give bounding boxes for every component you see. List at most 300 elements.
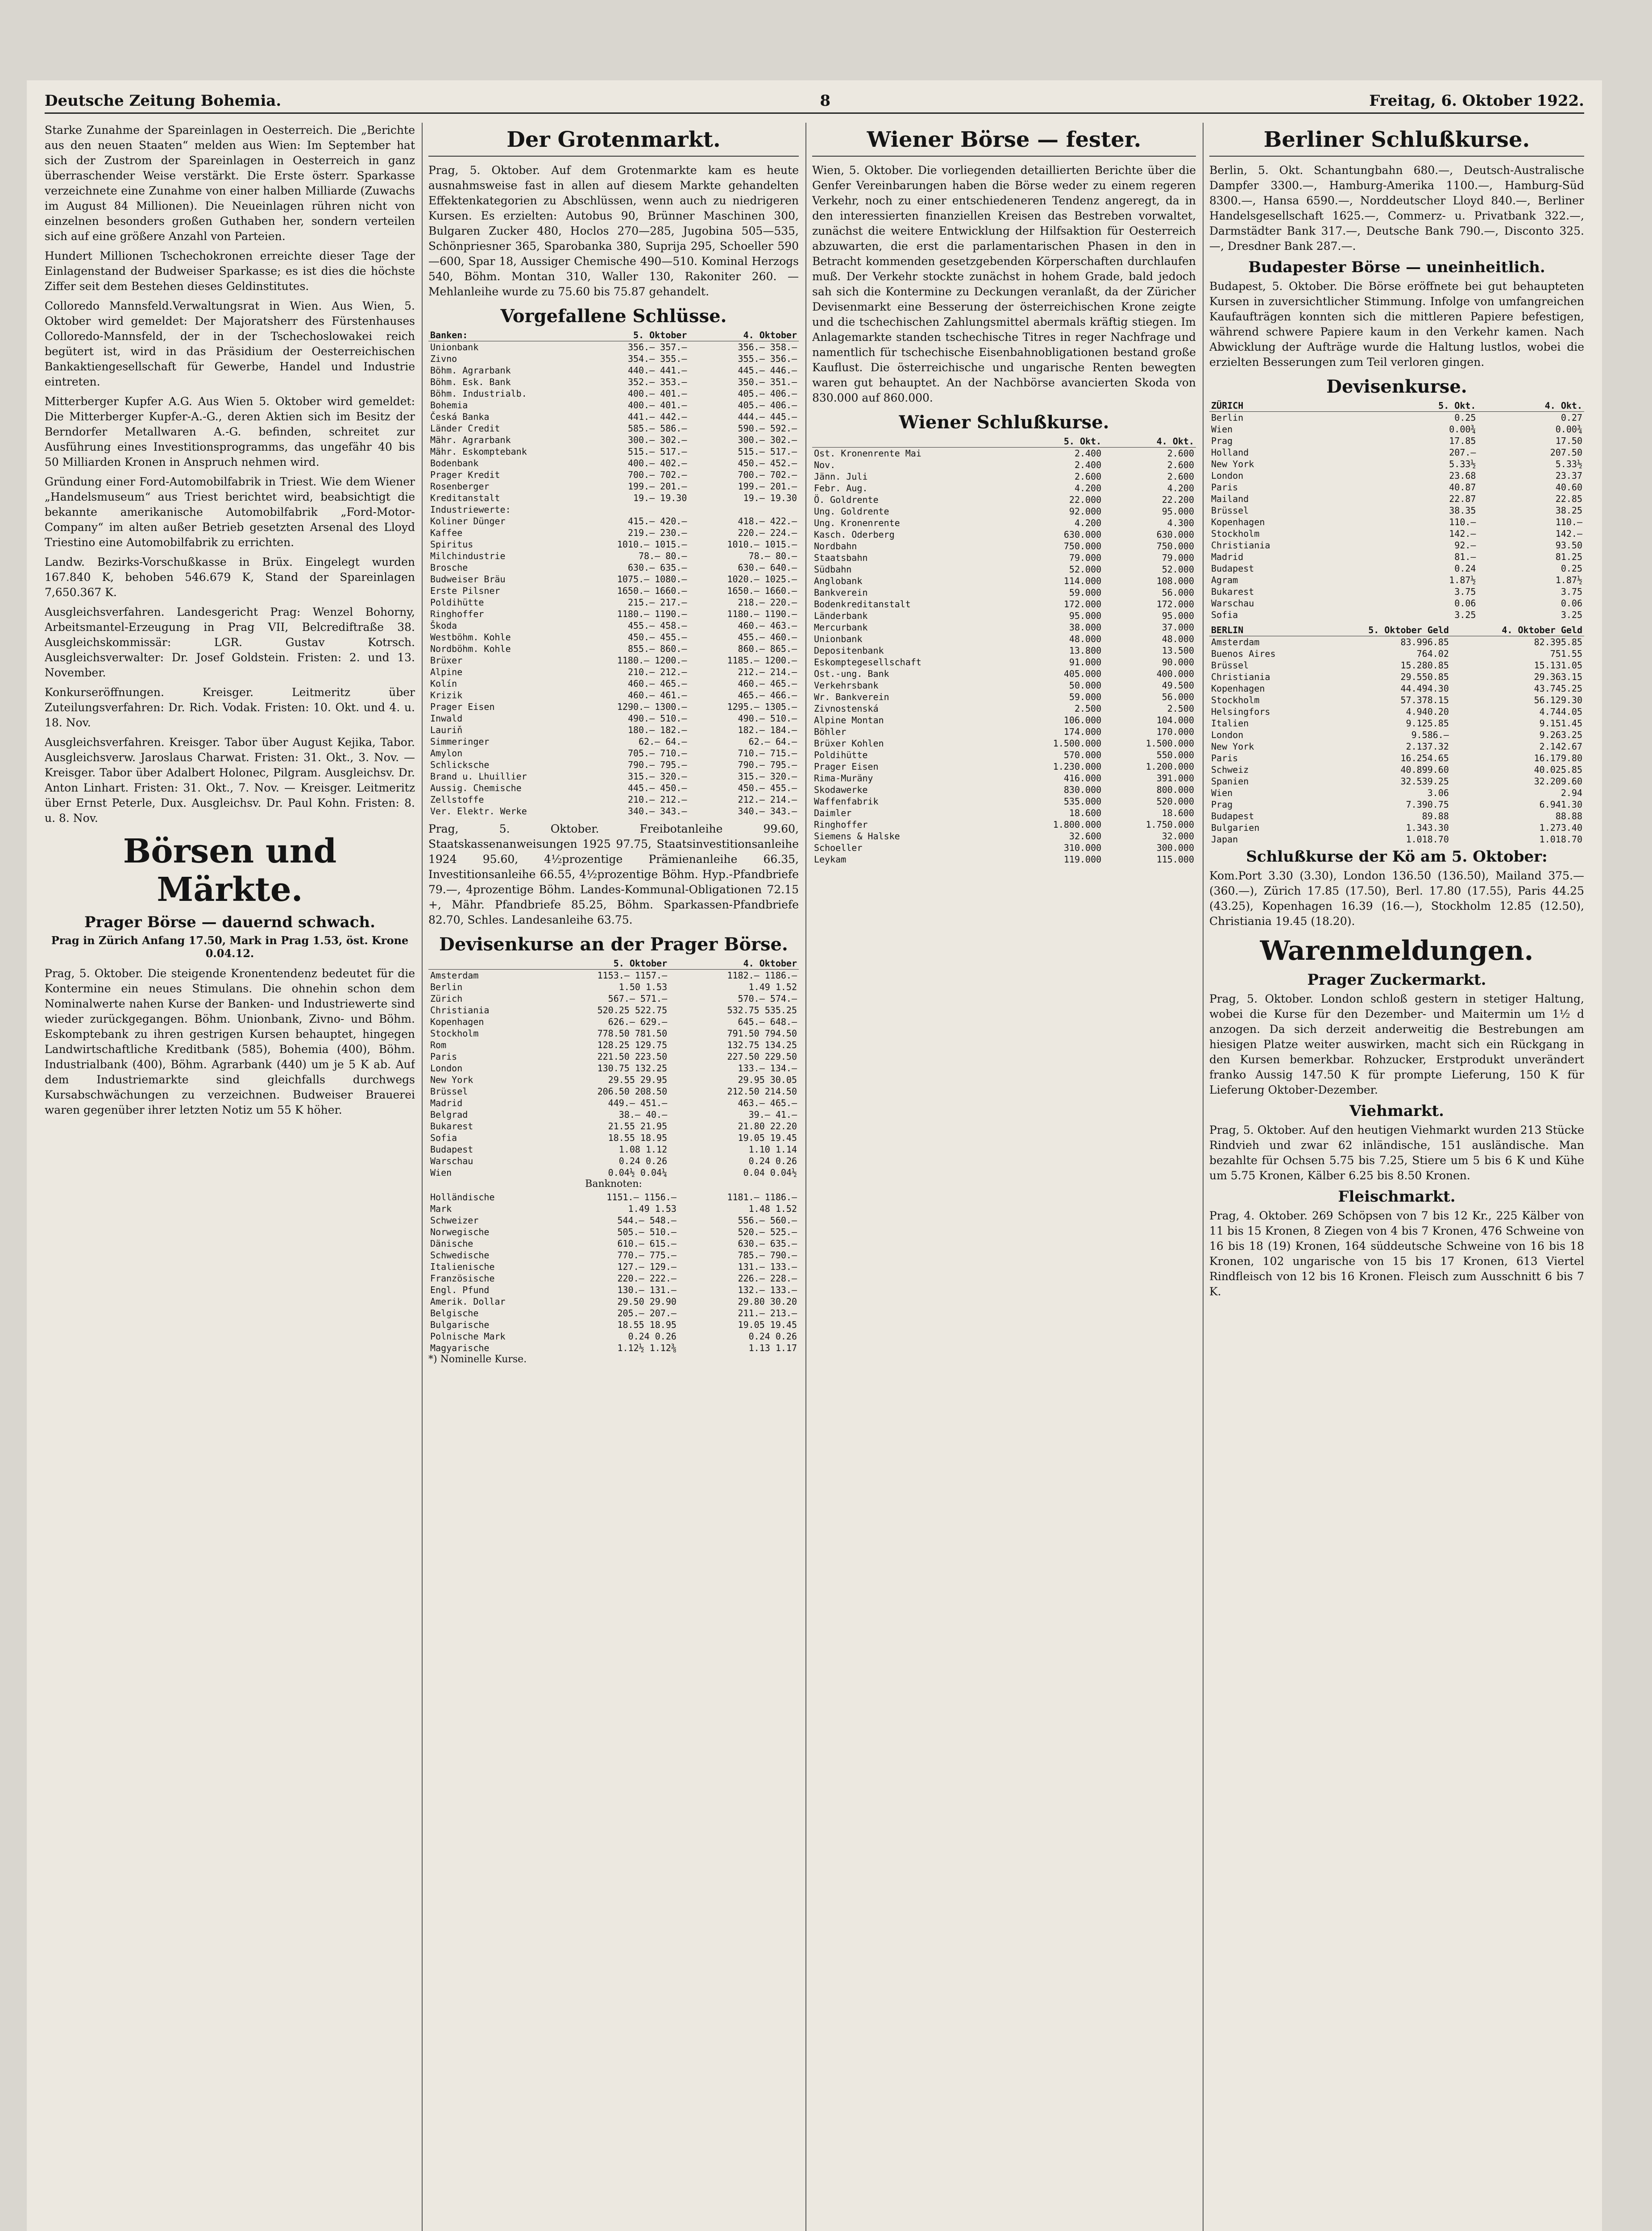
berlin-table bbox=[1209, 624, 1584, 845]
table-cell: 567.— 571.— bbox=[608, 993, 668, 1004]
table-cell: 0.00¾ bbox=[1449, 424, 1476, 435]
row-label: Belgrad bbox=[430, 1109, 468, 1120]
table-row bbox=[1209, 481, 1584, 493]
row-label: Länder Credit bbox=[430, 423, 500, 434]
table-row bbox=[1209, 671, 1584, 683]
table-cell: 416.000 bbox=[1063, 773, 1102, 784]
table-row bbox=[812, 471, 1196, 482]
row-label: Kaffee bbox=[430, 527, 463, 538]
table-cell: 2.500 bbox=[1167, 703, 1194, 714]
table-cell: 2.600 bbox=[1167, 471, 1194, 482]
row-label: Italien bbox=[1211, 718, 1249, 729]
column-rule bbox=[422, 123, 423, 2231]
table-cell: 515.— 517.— bbox=[738, 446, 797, 457]
table-row bbox=[1209, 683, 1584, 694]
table-row bbox=[428, 771, 799, 782]
table-row bbox=[428, 585, 799, 597]
table-cell: 205.— 207.— bbox=[617, 1308, 677, 1319]
table-row bbox=[428, 1167, 799, 1178]
table-row bbox=[428, 341, 799, 353]
table-cell: 219.— 230.— bbox=[627, 527, 687, 538]
table-row bbox=[812, 680, 1196, 691]
table-cell: 0.24 0.26 bbox=[748, 1156, 797, 1166]
table-cell: 1.50 1.53 bbox=[618, 982, 668, 992]
masthead-title: Deutsche Zeitung Bohemia. bbox=[45, 92, 282, 110]
table-row bbox=[428, 1097, 799, 1109]
table-cell: 1.49 1.53 bbox=[628, 1203, 677, 1214]
row-label: London bbox=[1211, 470, 1244, 481]
table-row bbox=[428, 365, 799, 376]
news-brief: Landw. Bezirks-Vorschußkasse in Brüx. Eingelegt wurden 167.840 K, behoben 546.679 K, Stand der Spareinlagen 7,650.367 K. bbox=[45, 556, 415, 599]
table-cell: 1180.— 1200.— bbox=[617, 655, 687, 666]
row-label: Paris bbox=[1211, 753, 1238, 763]
table-title: Devisenkurse an der Prager Börse. bbox=[439, 934, 788, 955]
table-cell: 630.000 bbox=[1063, 529, 1102, 540]
row-label: Ringhoffer bbox=[814, 819, 868, 830]
table-cell: 2.600 bbox=[1167, 448, 1194, 459]
column-header: 5. Oktober bbox=[539, 958, 669, 970]
row-label: Engl. Pfund bbox=[430, 1285, 490, 1295]
table-row bbox=[428, 1203, 799, 1215]
row-label: Südbahn bbox=[814, 564, 852, 575]
row-label: Amerik. Dollar bbox=[430, 1296, 506, 1307]
table-row bbox=[428, 1273, 799, 1284]
table-header-row bbox=[1209, 624, 1584, 636]
table-row bbox=[428, 527, 799, 539]
row-label: Holland bbox=[1211, 447, 1249, 458]
table-cell: 4.940.20 bbox=[1406, 706, 1449, 717]
table-row bbox=[428, 970, 799, 982]
table-cell: 199.— 201.— bbox=[627, 481, 687, 492]
table-subtitle: Banknoten: bbox=[585, 1178, 642, 1190]
table-row bbox=[428, 1086, 799, 1097]
table-row bbox=[428, 481, 799, 492]
row-label: Buenos Aires bbox=[1211, 648, 1276, 659]
row-label: Ost. Kronenrente Mai bbox=[814, 448, 921, 459]
news-brief: Konkurseröffnungen. Kreisger. Leitmeritz über Zuteilungsverfahren: Dr. Rich. Vodak. Fristen: 10. Okt. und 4. u. 18. Nov. bbox=[45, 686, 415, 729]
row-label: Christiania bbox=[1211, 540, 1270, 551]
table-cell: 19.— 19.30 bbox=[633, 493, 687, 503]
table-cell: 700.— 702.— bbox=[738, 469, 797, 480]
table-cell: 0.25 bbox=[1454, 412, 1476, 423]
table-row bbox=[812, 564, 1196, 575]
table-cell: 630.— 635.— bbox=[738, 1238, 797, 1249]
table-cell: 6.941.30 bbox=[1539, 799, 1582, 810]
row-label: Industriewerte: bbox=[430, 504, 511, 515]
row-label: New York bbox=[1211, 459, 1254, 469]
table-footnote: *) Nominelle Kurse. bbox=[428, 1354, 527, 1365]
table-cell: 52.000 bbox=[1162, 564, 1194, 575]
table-cell: 32.209.60 bbox=[1534, 776, 1582, 787]
row-label: Brüssel bbox=[1211, 660, 1249, 671]
table-cell: 550.000 bbox=[1156, 750, 1194, 760]
table-cell: 56.000 bbox=[1162, 692, 1194, 702]
row-label: Skodawerke bbox=[814, 784, 868, 795]
table-row bbox=[812, 517, 1196, 529]
table-cell: 0.00¾ bbox=[1555, 424, 1582, 435]
row-label: Prager Eisen bbox=[814, 761, 879, 772]
article-headline: Fleischmarkt. bbox=[1338, 1188, 1456, 1206]
table-cell: 40.87 bbox=[1449, 482, 1476, 493]
table-row bbox=[428, 724, 799, 736]
table-cell: 29.80 30.20 bbox=[738, 1296, 797, 1307]
table-cell: 0.24 0.26 bbox=[618, 1156, 668, 1166]
table-cell: 95.000 bbox=[1162, 610, 1194, 621]
row-label: Stockholm bbox=[430, 1028, 479, 1039]
table-cell: 90.000 bbox=[1162, 657, 1194, 668]
table-row bbox=[428, 1215, 799, 1226]
table-cell: 3.75 bbox=[1454, 586, 1476, 597]
table-cell: 174.000 bbox=[1063, 726, 1102, 737]
row-label: Madrid bbox=[430, 1098, 463, 1108]
table-row bbox=[1209, 799, 1584, 810]
row-label: Amylon bbox=[430, 748, 463, 759]
article-body: Prag, 5. Oktober. London schloß gestern in stetiger Haltung, wobei die Kurse für den Dezember- und Maitermin um 1½ d anzogen. Da sich derzeit anderweitig die Bestrebungen am hiesigen Platze weiter auswirken, macht sich ein Rückgang in den Kursen bemerkbar. Rohzucker, Erstprodukt unverändert franko Aussig 147.50 K für prompte Lieferung, 150 K für Lieferung Oktober-Dezember. bbox=[1209, 992, 1584, 1096]
table-cell: 21.55 21.95 bbox=[608, 1121, 668, 1132]
table-cell: 82.395.85 bbox=[1534, 637, 1582, 647]
table-cell: 19.05 19.45 bbox=[738, 1132, 797, 1143]
article-body: Prag, 5. Oktober. Auf dem Grotenmarkte kam es heute ausnahmsweise fast in allen auf diesem Markte gehandelten Effektenkategorien zu Abschlüssen, wenn auch zu niedrigeren Kursen. Es erzielten: Autobus 90, Brünner Maschinen 300, Bulgaren Zucker 480, Hoclos 270—285, Jugobina 505—535, Schönpriesner 365, Sparobanka 380, Suprija 295, Schoeller 590—600, Spar 18, Aussiger Chemische 490—510. Kominal Herzogs 540, Böhm. Montan 310, Waller 130, Rakoniter 260. — Mehlanleihe wurde zu 75.60 bis 75.87 gehandelt. bbox=[428, 164, 799, 298]
article-body: Prag, 5. Oktober. Auf den heutigen Viehmarkt wurden 213 Stücke Rindvieh und zwar 62 inländische, 151 ausländische. Man bezahlte für Ochsen 5.75 bis 7.25, Stiere um 5 bis 6 K und Kühe um 5.75 Kronen, Kälber 6.25 bis 8.50 Kronen. bbox=[1209, 1124, 1584, 1182]
column-3 bbox=[812, 123, 1196, 2231]
column-header: 5. Okt. bbox=[1010, 435, 1103, 448]
table-row bbox=[428, 1039, 799, 1051]
table-title: Wiener Schlußkurse. bbox=[899, 412, 1109, 433]
table-row bbox=[428, 782, 799, 794]
row-label: Dänische bbox=[430, 1238, 473, 1249]
table-cell: 770.— 775.— bbox=[617, 1250, 677, 1261]
row-label: Staatsbahn bbox=[814, 552, 868, 563]
table-cell: 465.— 466.— bbox=[738, 690, 797, 701]
column-header: 4. Oktober Geld bbox=[1451, 624, 1584, 636]
article-body: Budapest, 5. Oktober. Die Börse eröffnete bei gut behaupteten Kursen in zuversichtlicher Stimmung. Infolge von umfangreichen Kaufaufträgen konnten sich die mittleren Papiere befestigen, während schwere Papiere kaum in den Verkehr kamen. Nach Abwicklung der Aufträge wurde die Haltung lustlos, wobei die erzielten Besserungen zum Teil verloren gingen. bbox=[1209, 280, 1584, 369]
row-label: Nordböhm. Kohle bbox=[430, 643, 511, 654]
table-cell: 19.— 19.30 bbox=[743, 493, 797, 503]
table-cell: 38.— 40.— bbox=[618, 1109, 668, 1120]
table-cell: 130.75 132.25 bbox=[597, 1063, 668, 1074]
table-row bbox=[812, 633, 1196, 645]
table-cell: 78.— 80.— bbox=[639, 551, 687, 561]
row-label: Mailand bbox=[1211, 493, 1249, 504]
row-label: Milchindustrie bbox=[430, 551, 506, 561]
column-header: 4. Oktober bbox=[669, 958, 799, 970]
article-headline: Wiener Börse — fester. bbox=[812, 127, 1196, 157]
row-label: Bodenbank bbox=[430, 458, 479, 469]
banknotes-table bbox=[428, 1191, 799, 1354]
table-cell: 315.— 320.— bbox=[738, 771, 797, 782]
table-row bbox=[428, 1016, 799, 1028]
news-brief: Starke Zunahme der Spareinlagen in Oesterreich. Die „Berichte aus den neuen Staaten“ melden aus Wien: Im September hat sich der Zustrom der Spareinlagen in Oesterreich in ganz überraschender Weise verstärkt. Die Erste österr. Sparkasse verzeichnete eine Zunahme von einer halben Milliarde (Zuwachs im August 84 Millionen). Die Neueinlagen rühren nicht von einzelnen besonders großen Guthaben her, sondern verteilen sich auf eine größere Anzahl von Parteien. bbox=[45, 124, 415, 243]
table-cell: 860.— 865.— bbox=[738, 643, 797, 654]
table-cell: 340.— 343.— bbox=[627, 806, 687, 817]
table-row bbox=[428, 539, 799, 550]
table-cell: 315.— 320.— bbox=[627, 771, 687, 782]
table-cell: 1185.— 1200.— bbox=[727, 655, 797, 666]
row-label: Krizik bbox=[430, 690, 463, 701]
table-header-row bbox=[428, 329, 799, 341]
table-cell: 460.— 465.— bbox=[627, 678, 687, 689]
table-row bbox=[1209, 694, 1584, 706]
table-cell: 0.06 bbox=[1454, 598, 1476, 609]
table-cell: 104.000 bbox=[1156, 715, 1194, 726]
table-cell: 44.494.30 bbox=[1400, 683, 1449, 694]
row-label: Febr. Aug. bbox=[814, 483, 868, 493]
row-label: Kopenhagen bbox=[1211, 517, 1265, 527]
table-row bbox=[1209, 563, 1584, 574]
table-cell: 39.— 41.— bbox=[748, 1109, 797, 1120]
table-row bbox=[428, 608, 799, 620]
row-label: Kreditanstalt bbox=[430, 493, 500, 503]
table-row bbox=[428, 376, 799, 388]
table-cell: 400.— 401.— bbox=[627, 388, 687, 399]
table-cell: 16.254.65 bbox=[1400, 753, 1449, 763]
row-label: Bulgarien bbox=[1211, 822, 1260, 833]
table-row bbox=[428, 620, 799, 631]
table-row bbox=[812, 587, 1196, 598]
zurich-table bbox=[1209, 400, 1584, 621]
table-cell: 40.025.85 bbox=[1534, 764, 1582, 775]
table-row bbox=[1209, 648, 1584, 659]
row-label: Französische bbox=[430, 1273, 495, 1284]
table-row bbox=[1209, 787, 1584, 799]
row-label: Bulgarische bbox=[430, 1319, 490, 1330]
row-label: Budapest bbox=[1211, 811, 1254, 821]
table-row bbox=[428, 1249, 799, 1261]
table-row bbox=[1209, 834, 1584, 845]
table-cell: 212.— 214.— bbox=[738, 667, 797, 677]
table-cell: 460.— 463.— bbox=[738, 620, 797, 631]
table-row bbox=[428, 423, 799, 434]
row-label: New York bbox=[1211, 741, 1254, 752]
table-cell: 1.200.000 bbox=[1146, 761, 1194, 772]
row-label: Prager Kredit bbox=[430, 469, 500, 480]
table-cell: 38.25 bbox=[1555, 505, 1582, 516]
table-cell: 9.586.— bbox=[1411, 730, 1449, 740]
table-cell: 119.000 bbox=[1063, 854, 1102, 865]
table-cell: 2.137.32 bbox=[1406, 741, 1449, 752]
table-cell: 355.— 356.— bbox=[738, 353, 797, 364]
table-row bbox=[812, 540, 1196, 552]
table-cell: 22.200 bbox=[1162, 494, 1194, 505]
table-cell: 127.— 129.— bbox=[617, 1261, 677, 1272]
table-cell: 515.— 517.— bbox=[627, 446, 687, 457]
row-label: Rosenberger bbox=[430, 481, 490, 492]
table-row bbox=[812, 842, 1196, 854]
table-cell: 21.80 22.20 bbox=[738, 1121, 797, 1132]
table-cell: 400.— 402.— bbox=[627, 458, 687, 469]
table-cell: 15.280.85 bbox=[1400, 660, 1449, 671]
table-row bbox=[1209, 551, 1584, 563]
table-row bbox=[812, 529, 1196, 540]
row-label: Schlicksche bbox=[430, 759, 490, 770]
row-label: Zellstoffe bbox=[430, 794, 484, 805]
row-label: Nov. bbox=[814, 460, 836, 470]
row-label: Stockholm bbox=[1211, 695, 1260, 705]
table-cell: 56.129.30 bbox=[1534, 695, 1582, 705]
section-title: Börsen und Märkte. bbox=[123, 832, 337, 909]
table-row bbox=[428, 689, 799, 701]
table-cell: 700.— 702.— bbox=[627, 469, 687, 480]
table-row bbox=[812, 749, 1196, 761]
column-2 bbox=[428, 123, 799, 2231]
table-row bbox=[812, 854, 1196, 865]
table-cell: 626.— 629.— bbox=[608, 1016, 668, 1027]
row-label: Wien bbox=[1211, 424, 1233, 435]
row-label: New York bbox=[430, 1074, 473, 1085]
row-label: Brüssel bbox=[430, 1086, 468, 1097]
page-number: 8 bbox=[820, 92, 831, 110]
table-cell: 2.400 bbox=[1074, 460, 1102, 470]
row-label: Alpine bbox=[430, 667, 463, 677]
table-cell: 48.000 bbox=[1162, 634, 1194, 644]
row-label: Unionbank bbox=[430, 342, 479, 352]
table-cell: 1.49 1.52 bbox=[748, 982, 797, 992]
table-cell: 1.48 1.52 bbox=[748, 1203, 797, 1214]
table-cell: 22.85 bbox=[1555, 493, 1582, 504]
table-cell: 440.— 441.— bbox=[627, 365, 687, 376]
table-row bbox=[1209, 423, 1584, 435]
row-label: Koliner Dünger bbox=[430, 516, 506, 527]
table-cell: 490.— 510.— bbox=[627, 713, 687, 724]
table-cell: 505.— 510.— bbox=[617, 1227, 677, 1237]
table-row bbox=[812, 714, 1196, 726]
article-body: Berlin, 5. Okt. Schantungbahn 680.—, Deutsch-Australische Dampfer 3300.—, Hamburg-Amerika 1100.—, Hamburg-Süd 8300.—, Hansa 6590.—, Norddeutscher Lloyd 840.—, Berliner Handelsgesellschaft 1625.—, Commerz- u. Privatbank 322.—, Darmstädter Bank 317.—, Deutsche Bank 790.—, Disconto 325.—, Dresdner Bank 287.—. bbox=[1209, 164, 1584, 253]
table-cell: 1.08 1.12 bbox=[618, 1144, 668, 1155]
table-row bbox=[428, 515, 799, 527]
table-cell: 785.— 790.— bbox=[738, 1250, 797, 1261]
row-label: Wien bbox=[430, 1167, 452, 1178]
table-cell: 415.— 420.— bbox=[627, 516, 687, 527]
table-cell: 18.600 bbox=[1069, 808, 1102, 818]
table-cell: 4.200 bbox=[1074, 518, 1102, 528]
news-brief: Gründung einer Ford-Automobilfabrik in Triest. Wie dem Wiener „Handelsmuseum“ aus Triest berichtet wird, beabsichtigt die bekannte amerikanische Automobilfabrik „Ford-Motor-Company“ im alten außer Betrieb gesetzten Arsenal des Lloyd Triestino eine Automobilfabrik zu errichten. bbox=[45, 475, 415, 549]
table-cell: 32.600 bbox=[1069, 831, 1102, 842]
table-cell: 300.000 bbox=[1156, 842, 1194, 853]
row-label: Depositenbank bbox=[814, 645, 884, 656]
table-cell: 2.142.67 bbox=[1539, 741, 1582, 752]
table-cell: 81.25 bbox=[1555, 552, 1582, 562]
row-label: Christiania bbox=[430, 1005, 490, 1016]
row-label: Ost.-ung. Bank bbox=[814, 668, 889, 679]
table-row bbox=[1209, 470, 1584, 481]
table-cell: 110.— bbox=[1449, 517, 1476, 527]
table-row bbox=[1209, 539, 1584, 551]
article-headline: Budapester Börse — uneinheitlich. bbox=[1248, 258, 1545, 276]
table-cell: 352.— 353.— bbox=[627, 377, 687, 387]
table-cell: 532.75 535.25 bbox=[727, 1005, 797, 1016]
column-header: BERLIN bbox=[1209, 624, 1317, 636]
table-header-row bbox=[428, 958, 799, 970]
table-cell: 1182.— 1186.— bbox=[727, 970, 797, 981]
table-row bbox=[428, 573, 799, 585]
table-cell: 18.55 18.95 bbox=[608, 1132, 668, 1143]
table-cell: 3.06 bbox=[1427, 788, 1449, 798]
table-row bbox=[428, 1284, 799, 1296]
table-row bbox=[428, 1004, 799, 1016]
table-row bbox=[428, 1074, 799, 1086]
table-cell: 130.— 131.— bbox=[617, 1285, 677, 1295]
table-cell: 9.263.25 bbox=[1539, 730, 1582, 740]
table-cell: 57.378.15 bbox=[1400, 695, 1449, 705]
table-row bbox=[1209, 729, 1584, 741]
row-label: Lauriň bbox=[430, 725, 463, 735]
table-row bbox=[428, 713, 799, 724]
table-cell: 207.— bbox=[1449, 447, 1476, 458]
row-label: Rima-Muräny bbox=[814, 773, 873, 784]
column-rule bbox=[805, 123, 806, 2231]
table-cell bbox=[689, 504, 799, 515]
table-cell: 95.000 bbox=[1069, 610, 1102, 621]
table-cell: 62.— 64.— bbox=[748, 736, 797, 747]
table-cell: 750.000 bbox=[1156, 541, 1194, 552]
table-row bbox=[1209, 528, 1584, 539]
table-cell: 81.— bbox=[1454, 552, 1476, 562]
row-label: Prag bbox=[1211, 435, 1233, 446]
table-cell: 114.000 bbox=[1063, 576, 1102, 586]
row-label: Wien bbox=[1211, 788, 1233, 798]
row-label: Zivno bbox=[430, 353, 457, 364]
table-row bbox=[812, 703, 1196, 714]
row-label: Bodenkreditanstalt bbox=[814, 599, 911, 610]
row-label: Christiania bbox=[1211, 672, 1270, 682]
row-label: Zivnostenská bbox=[814, 703, 879, 714]
table-cell: 1180.— 1190.— bbox=[727, 609, 797, 619]
row-label: Amsterdam bbox=[430, 970, 479, 981]
column-header: 5. Okt. bbox=[1371, 400, 1478, 412]
newspaper-page bbox=[27, 80, 1602, 2231]
table-row bbox=[428, 446, 799, 457]
table-cell: 93.50 bbox=[1555, 540, 1582, 551]
row-label: Nordbahn bbox=[814, 541, 857, 552]
table-cell: 49.500 bbox=[1162, 680, 1194, 691]
table-row bbox=[428, 1028, 799, 1039]
row-label: Eskomptegesellschaft bbox=[814, 657, 921, 668]
column-header bbox=[812, 435, 1010, 448]
masthead-line bbox=[45, 89, 1584, 114]
table-cell: 444.— 445.— bbox=[738, 411, 797, 422]
table-cell: 115.000 bbox=[1156, 854, 1194, 865]
table-row bbox=[428, 399, 799, 411]
row-label: Bukarest bbox=[430, 1121, 473, 1132]
row-label: Schweiz bbox=[1211, 764, 1249, 775]
table-cell: 610.— 615.— bbox=[617, 1238, 677, 1249]
row-label: Verkehrsbank bbox=[814, 680, 879, 691]
table-cell: 400.000 bbox=[1156, 668, 1194, 679]
table-cell: 199.— 201.— bbox=[738, 481, 797, 492]
row-label: Kolín bbox=[430, 678, 457, 689]
article-subline: Prag in Zürich Anfang 17.50, Mark in Prag 1.53, öst. Krone 0.04.12. bbox=[51, 934, 409, 960]
table-row bbox=[812, 726, 1196, 738]
table-row bbox=[428, 655, 799, 666]
row-label: Polnische Mark bbox=[430, 1331, 506, 1342]
table-cell: 1.800.000 bbox=[1053, 819, 1102, 830]
quotes-table bbox=[812, 435, 1196, 865]
table-cell bbox=[579, 504, 689, 515]
table-cell: 1.750.000 bbox=[1146, 819, 1194, 830]
column-header: 4. Okt. bbox=[1103, 435, 1196, 448]
table-cell: 3.25 bbox=[1454, 610, 1476, 620]
table-cell: 520.— 525.— bbox=[738, 1227, 797, 1237]
row-label: Holländische bbox=[430, 1192, 495, 1203]
row-label: Madrid bbox=[1211, 552, 1244, 562]
row-label: Daimler bbox=[814, 808, 852, 818]
row-label: Bankverein bbox=[814, 587, 868, 598]
table-cell: 40.60 bbox=[1555, 482, 1582, 493]
table-cell: 79.000 bbox=[1069, 552, 1102, 563]
row-label: Leykam bbox=[814, 854, 847, 865]
table-cell: 790.— 795.— bbox=[738, 759, 797, 770]
bonds-paragraph: Prag, 5. Oktober. Freibotanleihe 99.60, Staatskassenanweisungen 1925 97.75, Staatsinvestitionsanleihe 1924 95.60, 4½prozentige Prämienanleihe 66.35, Investitionsanleihe 66.55, 4½prozentige Böhm. Hyp.-Pfandbriefe 79.—, 4prozentige Böhm. Landes-Kommunal-Obligationen 72.15 +, Mähr. Pfandbriefe 85.25, Böhm. Sparkassen-Pfandbriefe 82.70, Schles. Landesanleihe 63.75. bbox=[428, 822, 799, 926]
